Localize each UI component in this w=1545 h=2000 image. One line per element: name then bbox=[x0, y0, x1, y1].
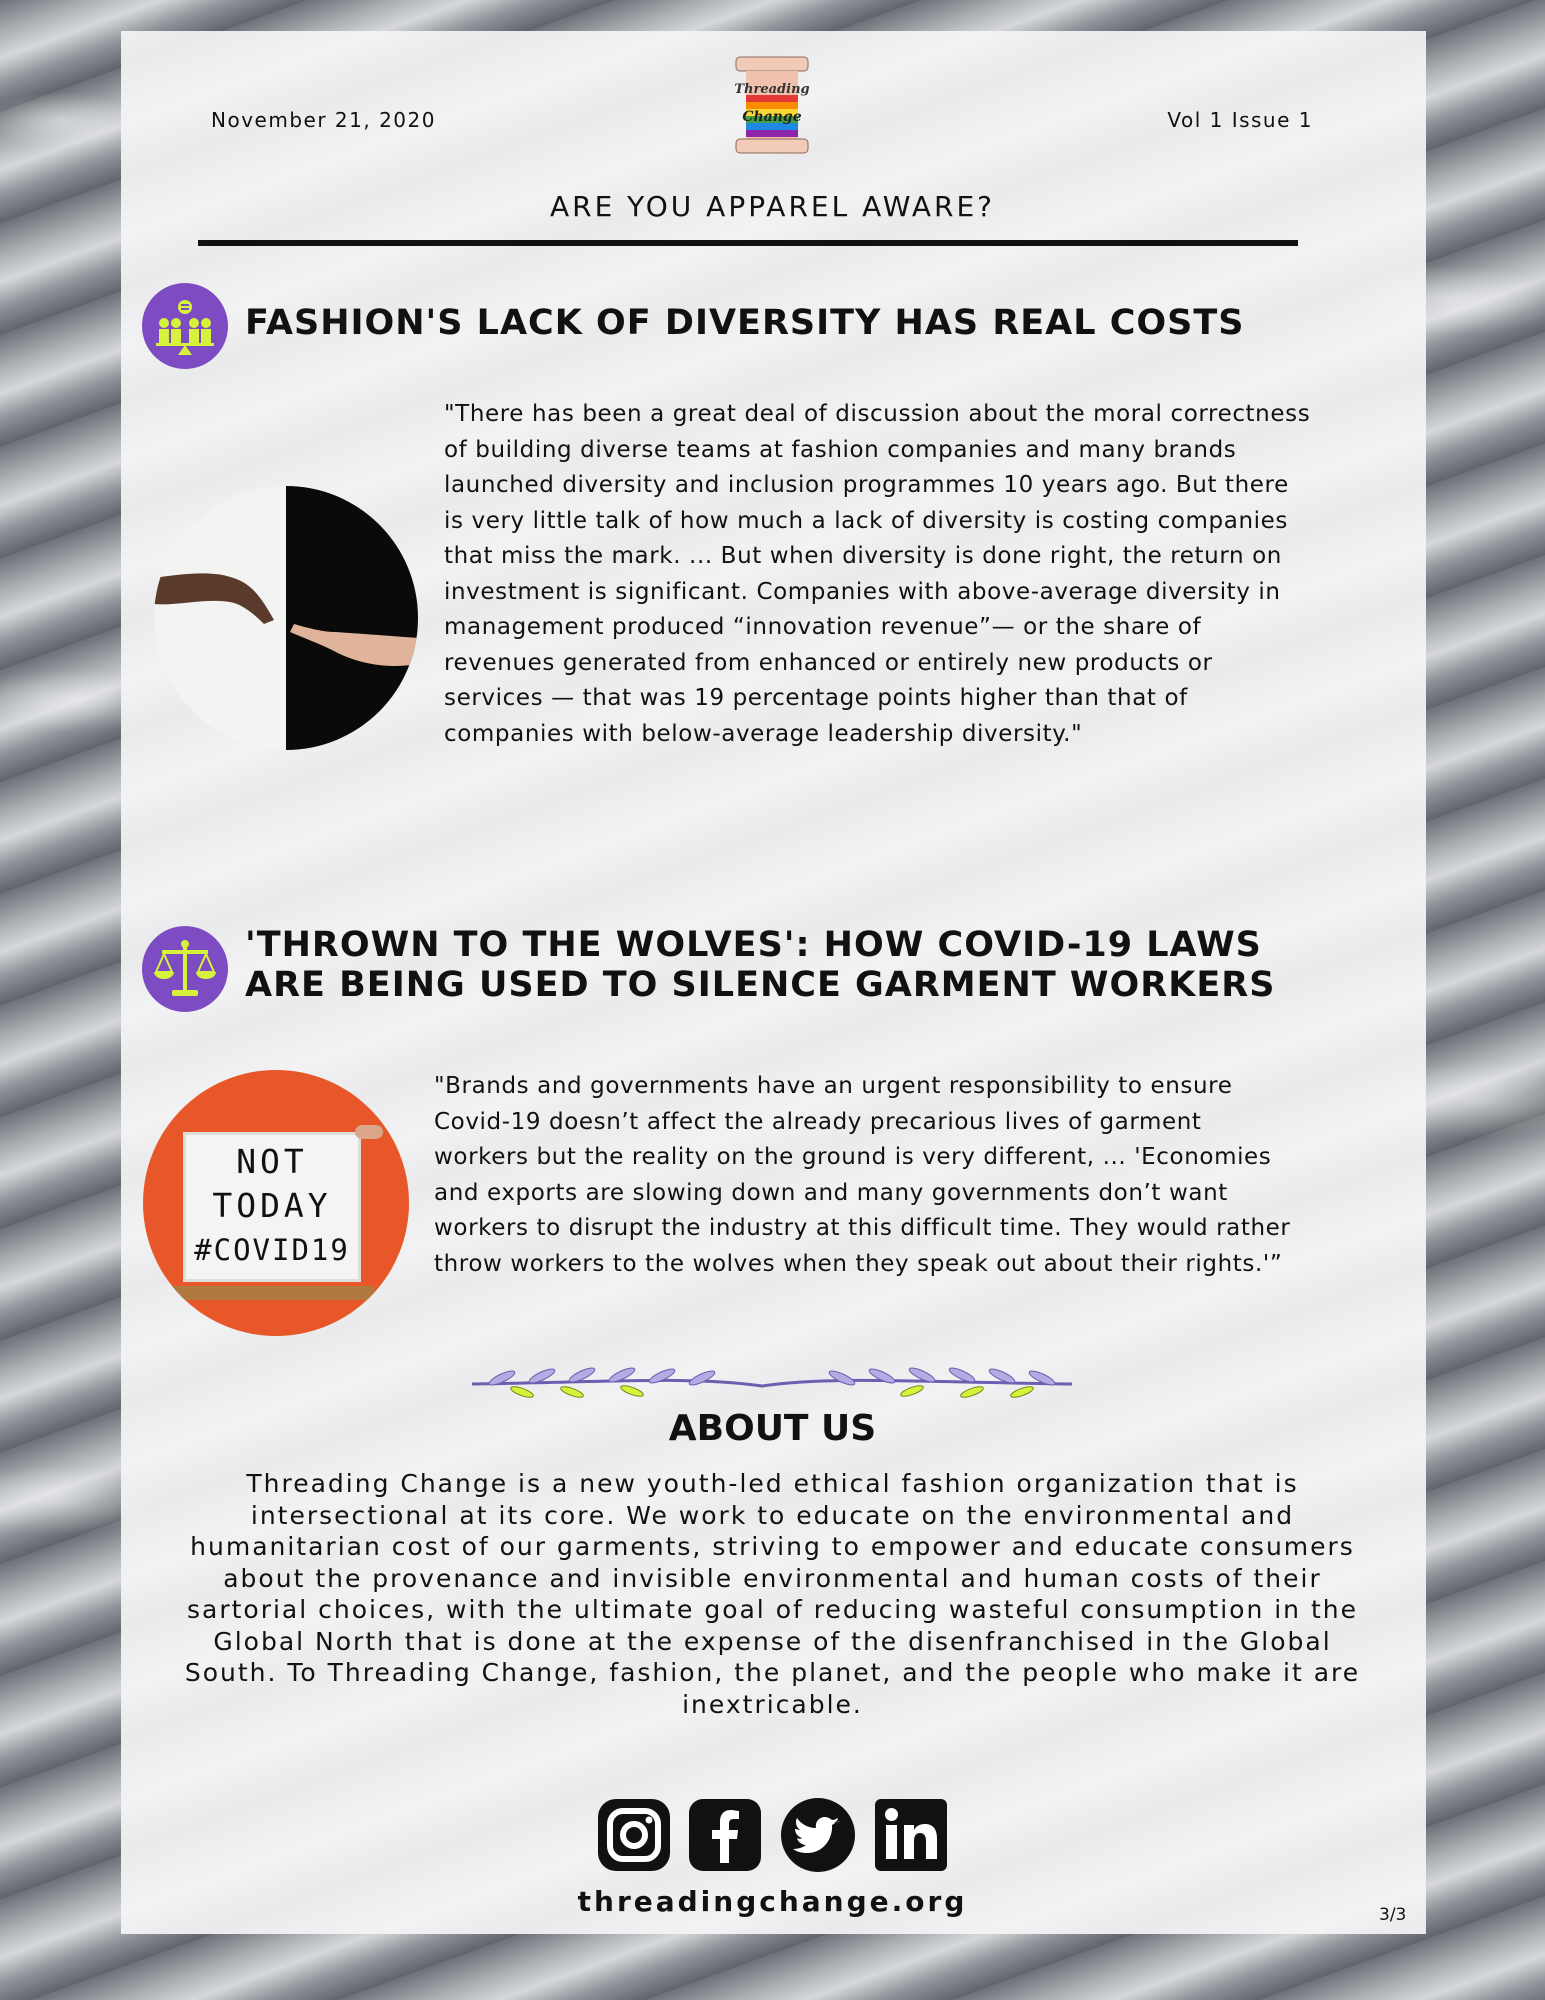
threading-change-logo bbox=[732, 55, 812, 155]
linkedin-icon[interactable] bbox=[873, 1797, 949, 1873]
about-text: Threading Change is a new youth-led ethical fashion organization that is intersectional at its core. We work to educate on the environmental and humanitarian cost of our garments, striving to empower and educate consumers about the provenance and invisible environmental and human costs of their sartorial choices, with the ultimate goal of reducing wasteful consumption in the Global North that is done at the expense of the disenfranchised in the Global South. To Threading Change, fashion, the planet, and the people who make it are inextricable. bbox=[184, 1469, 1361, 1719]
hands-reaching-illustration bbox=[154, 486, 418, 750]
diversity-people-icon bbox=[142, 283, 228, 369]
about-title: ABOUT US bbox=[668, 1408, 877, 1449]
header-divider bbox=[198, 240, 1298, 246]
article2-body: "Brands and governments have an urgent responsibility to ensure Covid-19 doesn’t affect the already precarious lives of garment workers but the reality on the ground is very different, ... 'Economies and exports are slowing down and many governments don’t want workers to disrupt the industry at this difficult time. They would rather throw workers to the wolves when they speak out about their rights.'” bbox=[434, 1073, 1291, 1277]
article1-body: "There has been a great deal of discussion about the moral correctness of building diverse teams at fashion companies and many brands launched diversity and inclusion programmes 10 years ago. But there is very little talk of how much a lack of diversity is costing companies that miss the mark. ... But when diversity is done right, the return on investment is significant. Companies with above-average diversity in management produced “innovation revenue”— or the share of revenues generated from enhanced or entirely new products or services — that was 19 percentage points higher than that of companies with below-average leadership diversity." bbox=[444, 401, 1311, 747]
lightbox-line2: TODAY bbox=[212, 1186, 332, 1225]
hands-reaching-image bbox=[154, 486, 418, 750]
facebook-icon[interactable] bbox=[687, 1797, 763, 1873]
justice-badge bbox=[142, 926, 228, 1012]
twitter-icon[interactable] bbox=[780, 1797, 856, 1873]
lightbox-line3: #COVID19 bbox=[194, 1233, 350, 1267]
wooden-shelf bbox=[163, 1286, 373, 1300]
logo-text-threading: Threading bbox=[734, 82, 810, 97]
article2-headline-line2: ARE BEING USED TO SILENCE GARMENT WORKERS bbox=[245, 965, 1276, 1005]
page-number: 3/3 bbox=[1379, 1905, 1407, 1925]
website-link[interactable]: threadingchange.org bbox=[577, 1885, 968, 1918]
holding-hand bbox=[355, 1125, 383, 1139]
diversity-badge bbox=[142, 283, 228, 369]
logo-text-change: Change bbox=[742, 109, 802, 125]
lightbox-line1: NOT bbox=[236, 1142, 308, 1181]
issue-date: November 21, 2020 bbox=[211, 108, 436, 132]
article1-headline: FASHION'S LACK OF DIVERSITY HAS REAL COSTS bbox=[245, 303, 1245, 343]
article2-headline-line1: 'THROWN TO THE WOLVES': HOW COVID-19 LAWS bbox=[245, 925, 1262, 965]
instagram-icon[interactable] bbox=[596, 1797, 672, 1873]
lightbox-sign bbox=[183, 1132, 361, 1282]
laurel-divider-icon bbox=[462, 1358, 1082, 1410]
issue-number: Vol 1 Issue 1 bbox=[1167, 108, 1313, 132]
not-today-covid-image bbox=[143, 1070, 409, 1336]
tagline: ARE YOU APPAREL AWARE? bbox=[549, 190, 996, 223]
article2-headline bbox=[245, 925, 1275, 1005]
scales-of-justice-icon bbox=[142, 926, 228, 1012]
